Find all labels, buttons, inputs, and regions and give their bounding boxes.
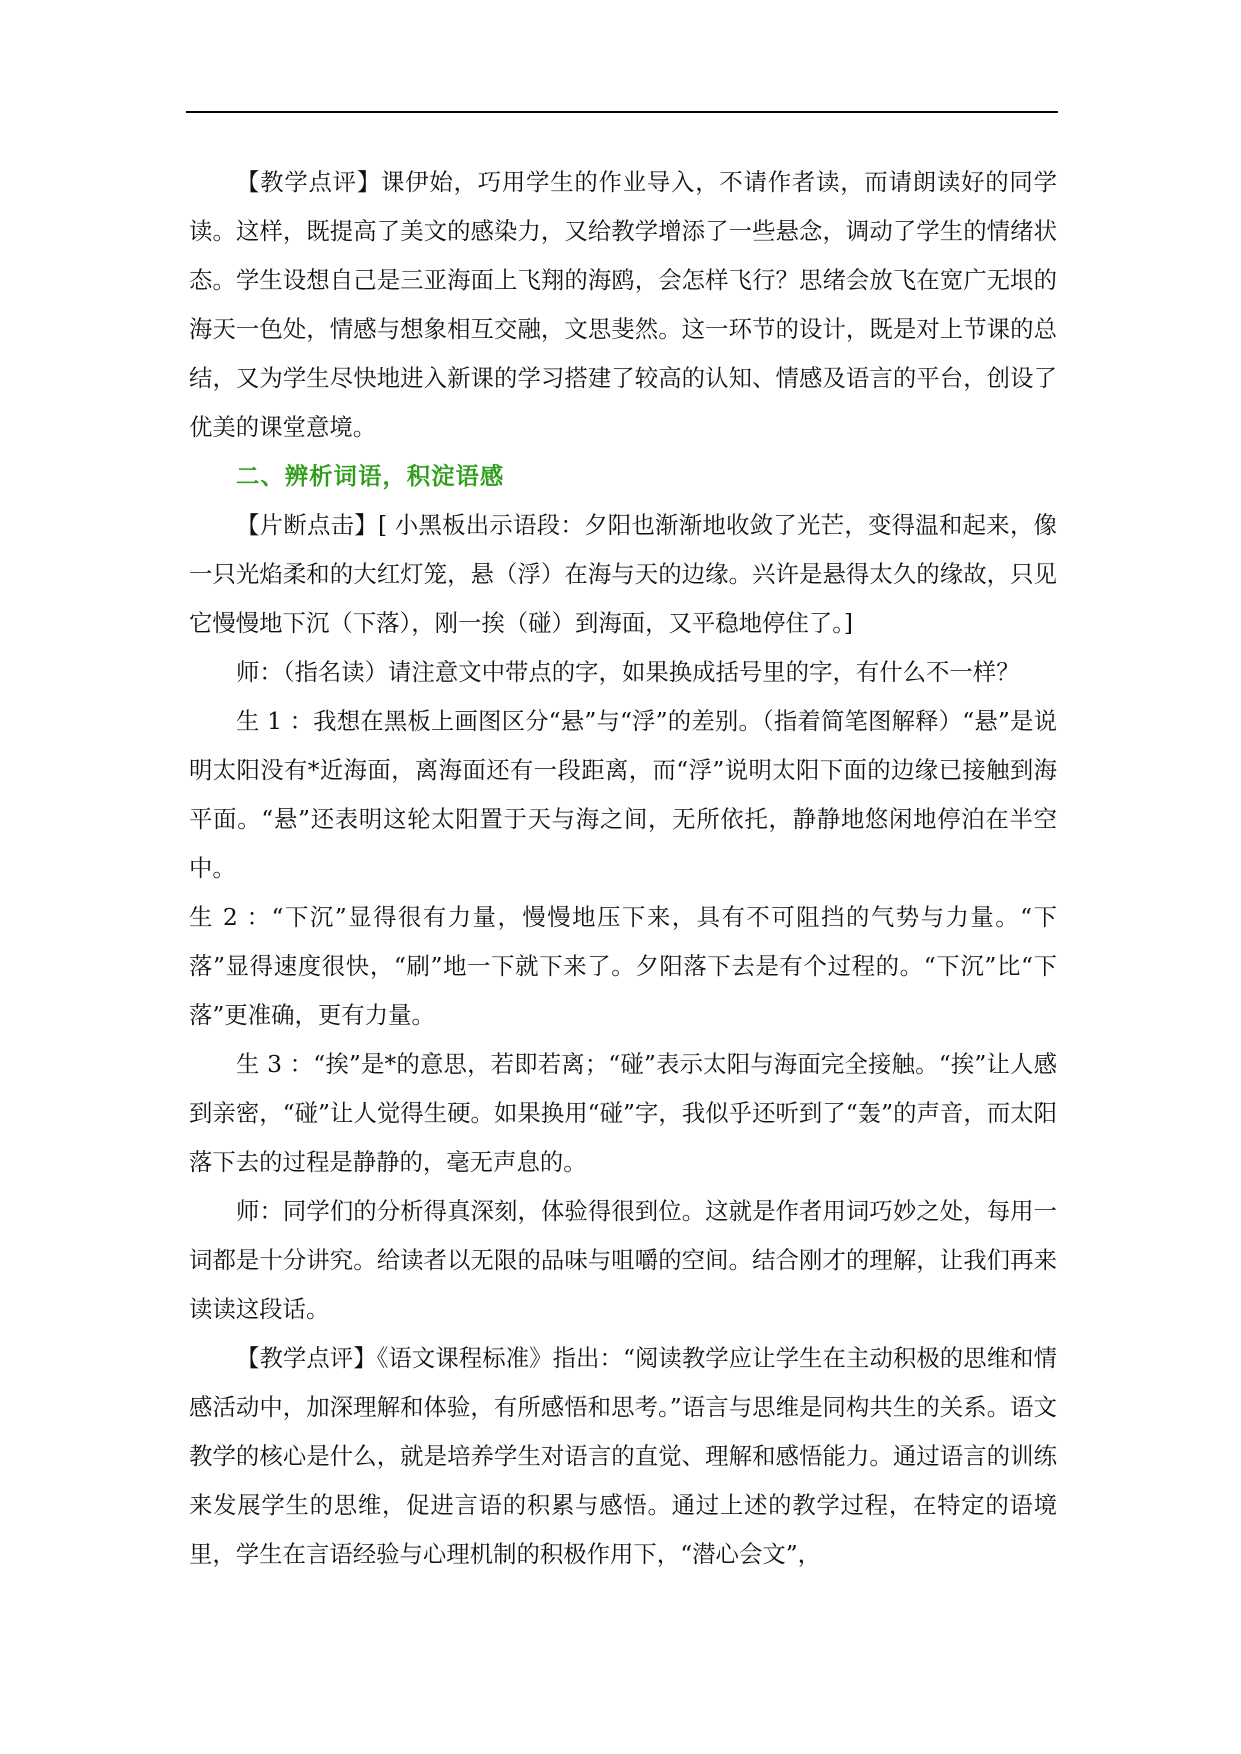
paragraph-excerpt: 【片断点击】[ 小黑板出示语段：夕阳也渐渐地收敛了光芒，变得温和起来，像一只光焰柔和的大红灯笼，悬（浮）在海与天的边缘。兴许是悬得太久的缘故，只见它慢慢地下沉（下落），刚一挨（碰）到海面，又平稳地停住了。] (189, 511, 1057, 637)
section-heading: 二、辨析词语，积淀语感 (236, 462, 505, 490)
header-rule (186, 111, 1058, 113)
paragraph-teaching-comment-1: 【教学点评】课伊始，巧用学生的作业导入，不请作者读，而请朗读好的同学读。这样，既提高了美文的感染力，又给教学增添了一些悬念，调动了学生的情绪状态。学生设想自己是三亚海面上飞翔的海鸥，会怎样飞行？思绪会放飞在宽广无垠的海天一色处，情感与想象相互交融，文思斐然。这一环节的设计，既是对上节课的总结，又为学生尽快地进入新课的学习搭建了较高的认知、情感及语言的平台，创设了优美的课堂意境。 (189, 168, 1057, 441)
paragraph-student-2: 生 2 ：“下沉”显得很有力量，慢慢地压下来，具有不可阻挡的气势与力量。“下落”显得速度很快，“刷”地一下就下来了。夕阳落下去是有个过程的。“下沉”比“下落”更准确，更有力量。 (189, 903, 1057, 1029)
paragraph-teacher-question: 师：（指名读）请注意文中带点的字，如果换成括号里的字，有什么不一样？ (236, 658, 1020, 686)
paragraph-student-3: 生 3 ：“挨”是*的意思，若即若离；“碰”表示太阳与海面完全接触。“挨”让人感到亲密，“碰”让人觉得生硬。如果换用“碰”字，我似乎还听到了“轰”的声音，而太阳落下去的过程是静静的，毫无声息的。 (189, 1050, 1057, 1176)
paragraph-student-1: 生 1 ：我想在黑板上画图区分“悬”与“浮”的差别。（指着简笔图解释）“悬”是说明太阳没有*近海面，离海面还有一段距离，而“浮”说明太阳下面的边缘已接触到海平面。“悬”还表明这轮太阳置于天与海之间，无所依托，静静地悠闲地停泊在半空中。 (189, 707, 1057, 882)
document-body (189, 158, 1057, 1579)
paragraph-teacher-summary: 师：同学们的分析得真深刻，体验得很到位。这就是作者用词巧妙之处，每用一词都是十分讲究。给读者以无限的品味与咀嚼的空间。结合刚才的理解，让我们再来读读这段话。 (189, 1197, 1057, 1323)
paragraph-teaching-comment-2: 【教学点评】《语文课程标准》指出：“阅读教学应让学生在主动积极的思维和情感活动中，加深理解和体验，有所感悟和思考。”语言与思维是同构共生的关系。语文教学的核心是什么，就是培养学生对语言的直觉、理解和感悟能力。通过语言的训练来发展学生的思维，促进言语的积累与感悟。通过上述的教学过程，在特定的语境里，学生在言语经验与心理机制的积极作用下，“潜心会文”， (189, 1344, 1057, 1568)
